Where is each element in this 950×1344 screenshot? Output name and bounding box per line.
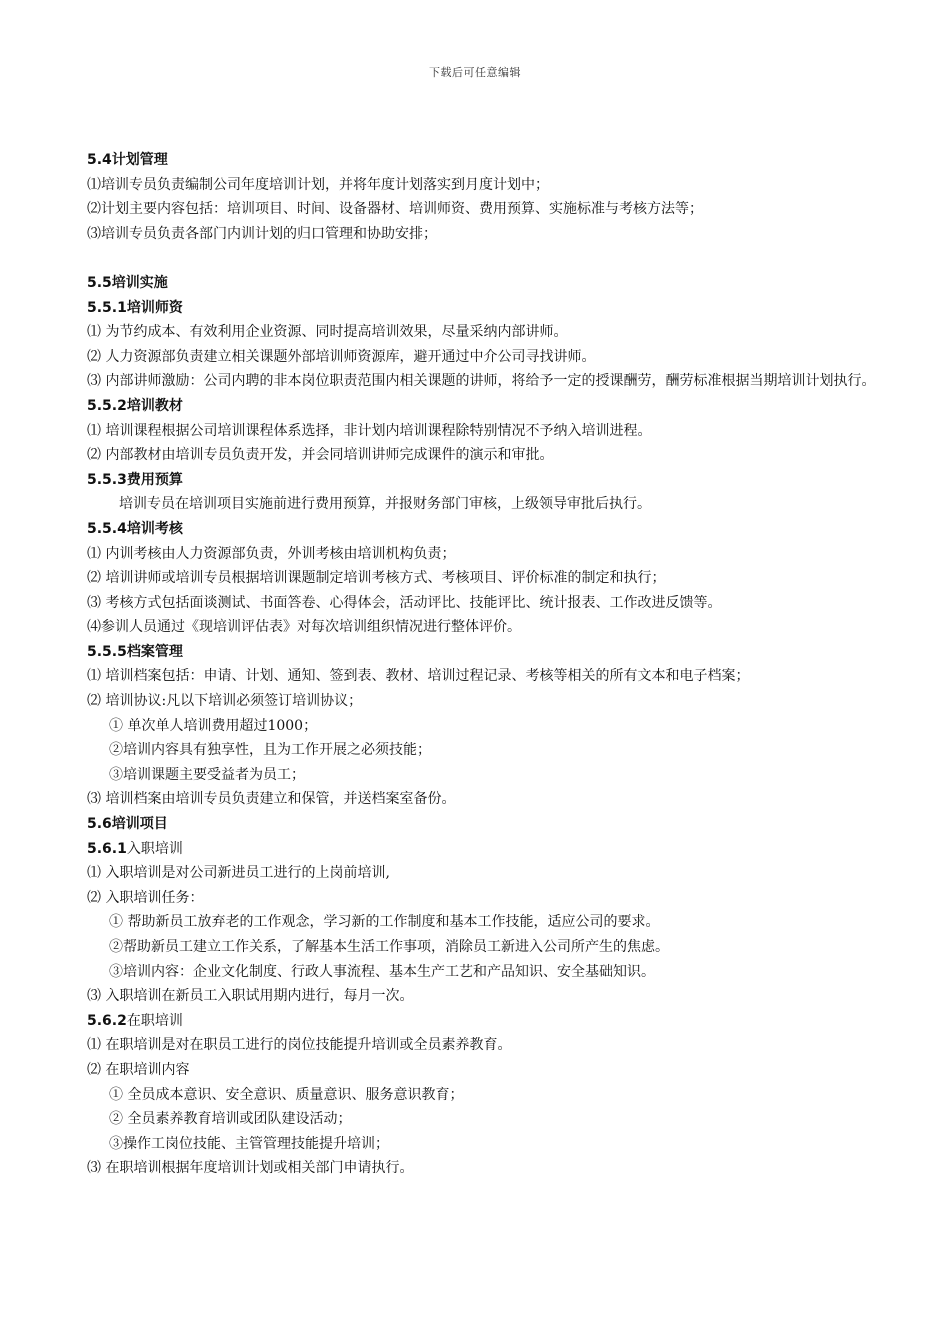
section-5-6-2-item-1: ⑴ 在职培训是对在职员工进行的岗位技能提升培训或全员素养教育。: [87, 1037, 512, 1054]
section-5-6-1-item-2: ⑵ 入职培训任务：: [87, 889, 204, 906]
section-5-5-4-title: 5.5.4培训考核: [87, 520, 183, 537]
section-5-5-1-item-3: ⑶ 内部讲师激励：公司内聘的非本岗位职责范围内相关课题的讲师，将给予一定的授课酬劳，酬劳标准根据当期培训计划执行。: [87, 373, 876, 390]
section-5-4-item-2: ⑵计划主要内容包括：培训项目、时间、设备器材、培训师资、费用预算、实施标准与考核方法等；: [87, 201, 703, 218]
section-5-5-1-title: 5.5.1培训师资: [87, 299, 183, 316]
section-5-6-1-number: 5.6.1: [87, 840, 127, 857]
section-5-6-1-title: [87, 837, 887, 862]
section-5-5-2-item-1: ⑴ 培训课程根据公司培训课程体系选择，非计划内培训课程除特别情况不予纳入培训进程。: [87, 422, 652, 439]
section-5-6-2-item-3: ⑶ 在职培训根据年度培训计划或相关部门申请执行。: [87, 1160, 414, 1177]
section-5-6-2-subitem-1: ① 全员成本意识、安全意识、质量意识、服务意识教育；: [109, 1086, 464, 1103]
section-5-5-title: 5.5培训实施: [87, 274, 168, 291]
section-5-5-5-item-1: ⑴ 培训档案包括：申请、计划、通知、签到表、教材、培训过程记录、考核等相关的所有文本和电子档案；: [87, 668, 750, 685]
section-5-6-1-item-3: ⑶ 入职培训在新员工入职试用期内进行，每月一次。: [87, 988, 414, 1005]
section-5-5-5-subitem-1: ① 单次单人培训费用超过1000；: [109, 717, 318, 734]
section-5-6-2-subitem-2: ② 全员素养教育培训或团队建设活动；: [109, 1111, 352, 1128]
section-5-5-5-item-3: ⑶ 培训档案由培训专员负责建立和保管，并送档案室备份。: [87, 791, 456, 808]
section-5-5-4-item-2: ⑵ 培训讲师或培训专员根据培训课题制定培训考核方式、考核项目、评价标准的制定和执行；: [87, 570, 666, 587]
section-5-5-4-item-3: ⑶ 考核方式包括面谈测试、书面答卷、心得体会，活动评比、技能评比、统计报表、工作改进反馈等。: [87, 594, 722, 611]
section-5-6-2-item-2: ⑵ 在职培训内容: [87, 1061, 190, 1078]
section-5-5-4-item-1: ⑴ 内训考核由人力资源部负责，外训考核由培训机构负责；: [87, 545, 456, 562]
section-5-6-2-title: [87, 1009, 887, 1034]
page-header: 下载后可任意编辑: [429, 66, 521, 79]
section-5-5-3-title: 5.5.3费用预算: [87, 471, 183, 488]
section-5-5-3-paragraph: 培训专员在培训项目实施前进行费用预算，并报财务部门审核，上级领导审批后执行。: [119, 496, 651, 513]
section-5-5-1-item-2: ⑵ 人力资源部负责建立相关课题外部培训师资源库，避开通过中介公司寻找讲师。: [87, 348, 596, 365]
blank-line: [87, 246, 887, 271]
section-5-6-2-number: 5.6.2: [87, 1012, 127, 1029]
section-5-6-1-name: 入职培训: [126, 840, 183, 857]
section-5-5-5-title: 5.5.5档案管理: [87, 643, 183, 660]
section-5-6-2-name: 在职培训: [126, 1012, 183, 1029]
section-5-6-1-subitem-2: ②帮助新员工建立工作关系，了解基本生活工作事项，消除员工新进入公司所产生的焦虑。: [109, 939, 669, 955]
section-5-5-1-item-1: ⑴ 为节约成本、有效利用企业资源、同时提高培训效果，尽量采纳内部讲师。: [87, 324, 568, 341]
section-5-6-title: 5.6培训项目: [87, 816, 168, 833]
section-5-5-2-item-2: ⑵ 内部教材由培训专员负责开发，并会同培训讲师完成课件的演示和审批。: [87, 447, 554, 464]
section-5-4-title: 5.4计划管理: [87, 152, 168, 168]
section-5-5-5-subitem-2: ②培训内容具有独享性，且为工作开展之必须技能；: [109, 742, 431, 759]
section-5-5-4-item-4: ⑷参训人员通过《现培训评估表》对每次培训组织情况进行整体评价。: [87, 619, 521, 636]
section-5-6-2-subitem-3: ③操作工岗位技能、主管管理技能提升培训；: [109, 1135, 389, 1152]
section-5-6-1-subitem-3: ③培训内容：企业文化制度、行政人事流程、基本生产工艺和产品知识、安全基础知识。: [109, 963, 655, 980]
section-5-5-2-title: 5.5.2培训教材: [87, 397, 183, 414]
section-5-6-1-subitem-1: ① 帮助新员工放弃老的工作观念，学习新的工作制度和基本工作技能，适应公司的要求。: [109, 914, 660, 931]
section-5-4-item-1: ⑴培训专员负责编制公司年度培训计划，并将年度计划落实到月度计划中；: [87, 176, 549, 193]
section-5-5-5-item-2: ⑵ 培训协议:凡以下培训必须签订培训协议；: [87, 693, 363, 710]
section-5-4-item-3: ⑶培训专员负责各部门内训计划的归口管理和协助安排；: [87, 225, 437, 242]
document-body: [87, 148, 887, 1181]
section-5-5-5-subitem-3: ③培训课题主要受益者为员工；: [109, 766, 305, 783]
section-5-6-1-item-1: ⑴ 入职培训是对公司新进员工进行的上岗前培训,: [87, 865, 390, 882]
